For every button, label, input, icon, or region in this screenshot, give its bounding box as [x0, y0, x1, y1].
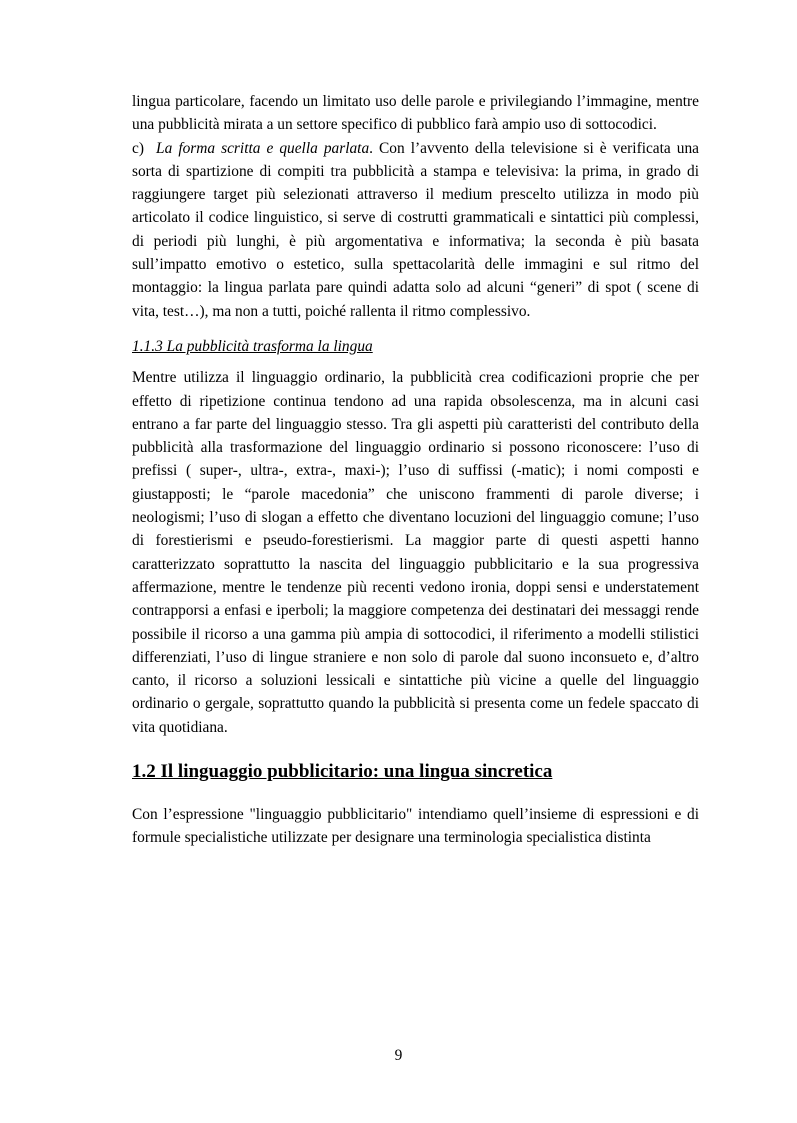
page-number: 9: [394, 1047, 403, 1064]
paragraph-c-marker: c): [132, 139, 144, 157]
subsection-heading: 1.1.3 La pubblicità trasforma la lingua: [132, 337, 373, 355]
page-body: [132, 90, 699, 850]
section-heading: 1.2 Il linguaggio pubblicitario: una lingua sincretica: [132, 761, 553, 783]
paragraph-3: Con l’espressione "linguaggio pubblicitario" intendiamo quell’insieme di espressioni e di formule specialistiche utilizzate per designare una terminologia specialistica distinta: [132, 806, 699, 847]
paragraph-c: [132, 137, 699, 323]
paragraph-1: lingua particolare, facendo un limitato uso delle parole e privilegiando l’immagine, mentre una pubblicità mirata a un settore specifico di pubblico farà ampio uso di sottocodici.: [132, 93, 699, 134]
paragraph-c-body: . Con l’avvento della televisione si è verificata una sorta di spartizione di compiti tra pubblicità a stampa e televisiva: la prima, in grado di raggiungere target più selezionati attraverso il medium prescelto utilizza in modo più articolato il codice linguistico, si serve di costrutti grammaticali e sintattici più complessi, di periodi più lunghi, è più argomentativa e informativa; la seconda è più basata sull’impatto emotivo o estetico, sulla spettacolarità delle immagini e sul ritmo del montaggio: la lingua parlata pare quindi adatta solo ad alcuni “generi” di spot ( scene di vita, test…), ma non a tutti, poiché rallenta il ritmo complessivo.: [132, 139, 699, 320]
paragraph-2: Mentre utilizza il linguaggio ordinario, la pubblicità crea codificazioni proprie che per effetto di ripetizione continua tendono ad una rapida obsolescenza, ma in alcuni casi entrano a far parte del linguaggio stesso. Tra gli aspetti più caratteristi del contributo della pubblicità alla trasformazione del linguaggio ordinario si possono riconoscere: l’uso di prefissi ( super-, ultra-, extra-, maxi-); l’uso di suffissi (-matic); i nomi composti e giustapposti; le “parole macedonia” che uniscono frammenti di parole diverse; i neologismi; l’uso di slogan a effetto che diventano locuzioni del linguaggio comune; l’uso di forestierismi e pseudo-forestierismi. La maggior parte di questi aspetti hanno caratterizzato soprattutto la nascita del linguaggio pubblicitario e la sua progressiva affermazione, mentre le tendenze più recenti vedono ironia, doppi sensi e understatement contrapporsi a enfasi e iperboli; la maggiore competenza dei destinatari dei messaggi rende possibile il ricorso a una gamma più ampia di sottocodici, il riferimento a modelli stilistici differenziati, l’uso di lingue straniere e non solo di parole dal suono inconsueto e, d’altro canto, il ricorso a soluzioni lessicali e sintattiche più vicine a quelle del linguaggio ordinario o gergale, soprattutto quando la pubblicità si presenta come un fedele spaccato di vita quotidiana.: [132, 369, 699, 736]
paragraph-c-title: La forma scritta e quella parlata: [156, 139, 370, 157]
